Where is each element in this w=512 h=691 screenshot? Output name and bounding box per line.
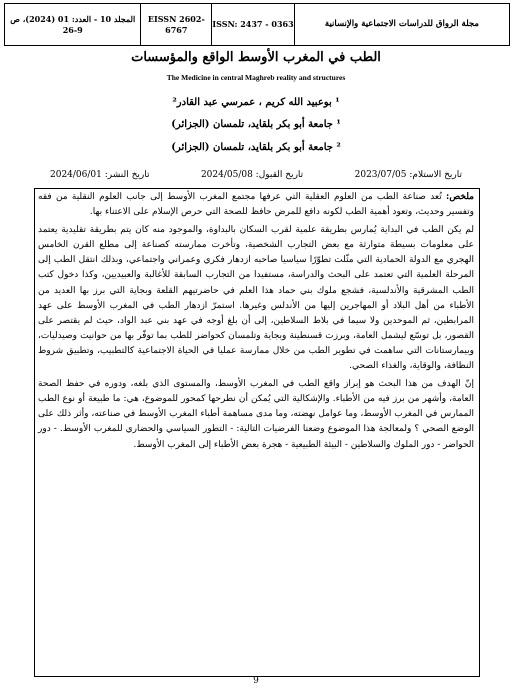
date-received: تاريخ الاستلام: 2023/07/05 bbox=[354, 170, 462, 180]
title-arabic: الطب في المغرب الأوسط الواقع والمؤسسات bbox=[131, 50, 381, 65]
abstract-paragraph-3: إنّ الهدف من هذا البحث هو إبراز واقع الطب في المغرب الأوسط، والمستوى الذي بلغه، ودوره في حفظ الصحة العامة، وأشهر من برز فيه من الأطباء. والإشكالية التي يُمكن أن نطرحها كمحور للموضوع، هي: ما طبيعة أو نوع الطب الممارس في المغرب الأوسط، وما عوامل نهضته، وما مدى مساهمة أطباء المغرب الأوسط في صناعته، وأثر ذلك على الوضع الصحي ؟ ولمعالجة هذا الموضوع وضعنا الفرضيات التالية: - التطور السياسي والحضاري للمغرب الأوسط. - دور الحواضر - دور الملوك والسلاطين - البيئة الطبيعية - هجرة بعض الأطباء إلى المغرب الأوسط. bbox=[38, 379, 474, 450]
authors: ¹ بوعبيد الله كريم ، عمرسي عبد القادر² bbox=[172, 97, 340, 108]
abstract-lead: ملخص: bbox=[446, 192, 474, 202]
date-accepted: تاريخ القبول: 2024/05/08 bbox=[200, 170, 304, 180]
abstract-paragraph-2: لم يكن الطب في البداية يُمارس بطريقة علمية لقرب السكان بالبداوة، والموجود منه كان يتم بطريقة تقليدية يعتمد على معلومات بسيطة متوارثة مع بعض التجارب الشخصية، وتأخرت ممارسته كصناعة إلى مطلع القرن الخامس الهجري مع الدولة الحمادية التي مثّلت تطوّرًا سياسيا صاحبه ازدهار فكري وعمراني واجتماعي، وبذلك انتقل الطب إلى المرحلة العلمية التي تعتمد على البحث والدراسة، مستفيدا من التجارب السابقة للأغالبة والعبيديين، وكذا دخول كتب الطب المشرقية والأندلسية، فشجع ملوك بني حماد هذا العلم في حاضرتيهم القلعة وبجاية التي برز بها العديد من الأطباء من أهل البلاد أو المهاجرين إليها من الأندلس وغيرها. استمرّ ازدهار الطب في المغرب الأوسط على عهد المرابطين، ثم الموحدين ولا سيما في بلاط السلاطين، إلى أن بلغ أوجه في عهد بني عبد الواد، حيث لم يقتصر على القصور، بل توسّع ليشمل العامة، وبرزت قسنطينة وبجاية وتلمسان كحواضر للطب بما توفّر بها من حوانيت وصيدليات، وبيمارستانات التي ساهمت في تطوير الطب من خلال ممارسة عمليا في الحياة الاجتماعية كالتطبيب، وتطبيق شروط النظافة، والوقاية، والغذاء الصحي. bbox=[38, 225, 474, 372]
dates-line bbox=[50, 170, 462, 184]
abstract-paragraph-1: ملخص: تُعد صناعة الطب من العلوم العقلية التي عرفها مجتمع المغرب الأوسط إلى جانب العلوم النقلية من فقه وتفسير وحديث، وتعود أهمية الطب لكونه دافع للمرض حافظ للصحة التي حرص الإسلام على الاعتناء بها. bbox=[38, 192, 474, 218]
eissn: EISSN 2602-6767 bbox=[140, 4, 211, 45]
volume-info: المجلد 10 - العدد: 01 (2024)، ص 9-26 bbox=[10, 13, 136, 35]
date-published: تاريخ النشر: 2024/06/01 bbox=[50, 170, 150, 180]
journal-header bbox=[4, 3, 510, 46]
affiliation-1: ¹ جامعة أبو بكر بلقايد، تلمسان (الجزائر) bbox=[171, 119, 341, 130]
abstract-body bbox=[38, 190, 474, 456]
title-english: The Medicine in central Maghreb reality and structures bbox=[166, 73, 346, 82]
issn: ISSN: 2437 - 0363 bbox=[211, 4, 294, 45]
affiliation-2: ² جامعة أبو بكر بلقايد، تلمسان (الجزائر) bbox=[171, 142, 341, 153]
journal-name: مجلة الرواق للدراسات الاجتماعية والإنسانية bbox=[294, 4, 509, 45]
page-number: 9 bbox=[253, 676, 259, 686]
